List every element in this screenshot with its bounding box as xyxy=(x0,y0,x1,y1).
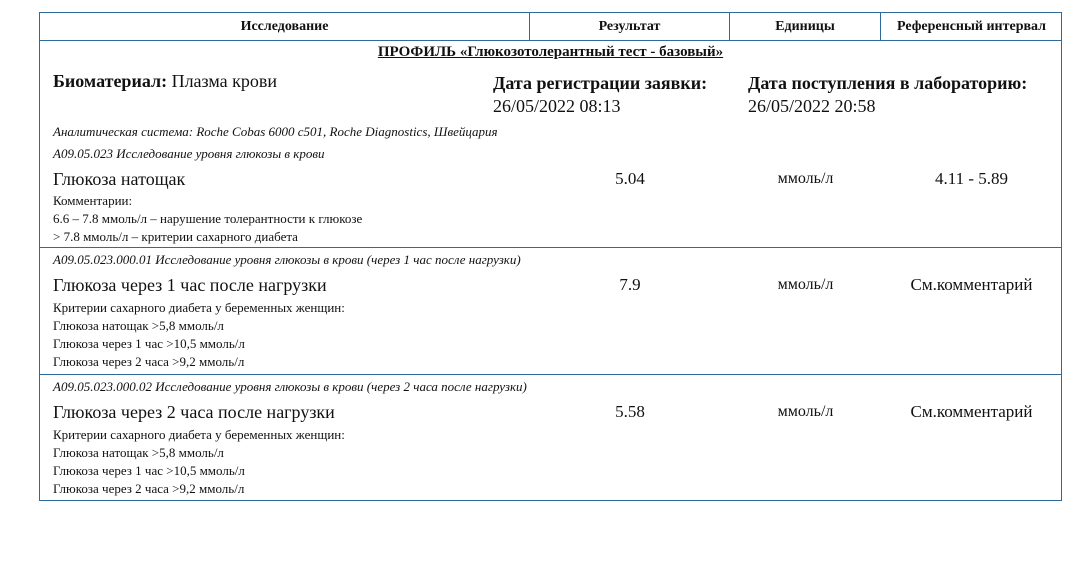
test-comment: Критерии сахарного диабета у беременных женщин: xyxy=(53,300,345,315)
results-table xyxy=(39,12,1062,501)
test-result: 7.9 xyxy=(619,275,641,294)
registration-value: 26/05/2022 08:13 xyxy=(493,96,621,116)
test-unit: ммоль/л xyxy=(777,276,834,293)
test-name: Глюкоза через 1 час после нагрузки xyxy=(53,275,327,295)
header-result: Результат xyxy=(530,13,730,41)
test-comment: Глюкоза натощак >5,8 ммоль/л xyxy=(53,445,224,460)
test-result: 5.04 xyxy=(615,169,645,188)
test-reference: См.комментарий xyxy=(910,275,1033,294)
test-comment: Глюкоза через 2 часа >9,2 ммоль/л xyxy=(53,481,245,496)
test-comment: Глюкоза через 1 час >10,5 ммоль/л xyxy=(53,336,245,351)
test-result: 5.58 xyxy=(615,402,645,421)
arrival-label: Дата поступления в лабораторию: xyxy=(748,73,1028,93)
test-name: Глюкоза натощак xyxy=(53,169,186,189)
header-study: Исследование xyxy=(40,13,530,41)
profile-title: ПРОФИЛЬ «Глюкозотолерантный тест - базовый» xyxy=(377,44,724,60)
section-code: A09.05.023.000.02 Исследование уровня глюкозы в крови (через 2 часа после нагрузки) xyxy=(53,379,527,394)
test-comment: Глюкоза натощак >5,8 ммоль/л xyxy=(53,318,224,333)
test-comment: Глюкоза через 2 часа >9,2 ммоль/л xyxy=(53,354,245,369)
arrival-value: 26/05/2022 20:58 xyxy=(748,96,876,116)
header-reference: Референсный интервал xyxy=(881,13,1062,41)
section-code: A09.05.023.000.01 Исследование уровня глюкозы в крови (через 1 час после нагрузки) xyxy=(53,252,521,267)
biomaterial xyxy=(53,71,277,92)
section-divider xyxy=(40,374,1061,375)
analytic-system: Аналитическая система: Roche Cobas 6000 c501, Roche Diagnostics, Швейцария xyxy=(53,124,498,139)
test-unit: ммоль/л xyxy=(777,170,834,187)
test-comment: 6.6 – 7.8 ммоль/л – нарушение толерантности к глюкозе xyxy=(53,211,363,226)
registration-label: Дата регистрации заявки: xyxy=(493,73,708,93)
test-reference: 4.11 - 5.89 xyxy=(934,169,1009,188)
test-comment: Критерии сахарного диабета у беременных женщин: xyxy=(53,427,345,442)
biomaterial-value: Плазма крови xyxy=(171,71,278,91)
test-comment: Глюкоза через 1 час >10,5 ммоль/л xyxy=(53,463,245,478)
test-reference: См.комментарий xyxy=(910,402,1033,421)
header-units: Единицы xyxy=(730,13,881,41)
test-name: Глюкоза через 2 часа после нагрузки xyxy=(53,402,335,422)
section-code: A09.05.023 Исследование уровня глюкозы в крови xyxy=(53,146,325,161)
test-comment: > 7.8 ммоль/л – критерии сахарного диабета xyxy=(53,229,298,244)
biomaterial-label: Биоматериал: xyxy=(53,71,168,91)
section-divider xyxy=(40,247,1061,248)
test-comment: Комментарии: xyxy=(53,193,133,208)
test-unit: ммоль/л xyxy=(777,403,834,420)
